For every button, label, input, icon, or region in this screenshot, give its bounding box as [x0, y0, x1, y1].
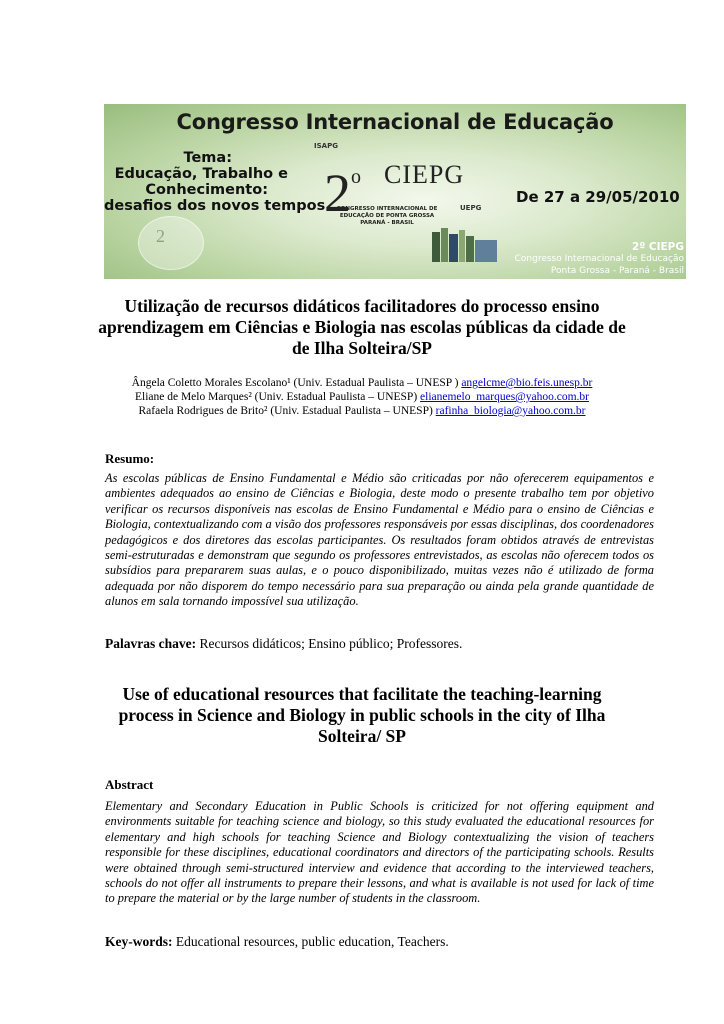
- logo-number: 2$^o$: [324, 163, 361, 223]
- author-email-link[interactable]: angelcme@bio.feis.unesp.br: [461, 377, 593, 389]
- keywords-values: Recursos didáticos; Ensino público; Professores.: [196, 636, 463, 651]
- theme-line: Educação, Trabalho e: [114, 166, 288, 182]
- logo-acronym: CIEPG: [384, 160, 465, 189]
- author-line: Eliane de Melo Marques² (Univ. Estadual Paulista – UNESP) elianemelo_marques@yahoo.com.br: [134, 391, 590, 403]
- abstract-body: Elementary and Secondary Education in Public Schools is criticized for not offering equipment and environments suitable for teaching science and biology, so this study evaluated the educational resources for elementary and high schools for teaching Science and Biology contextualizing the vision of teachers responsible for these disciplines, educational coordinators and directors of the participating schools. Results were obtained through semi-structured interview and evidence that according to the interviewed teachers, schools do not offer all instruments to prepare their lessons, and what is available is not used for lack of time to prepare the material or by the large number of students in the classroom.: [105, 799, 654, 906]
- event-date: De 27 a 29/05/2010: [516, 188, 680, 206]
- logo-subtitle: CONGRESSO INTERNACIONAL DE EDUCAÇÃO DE PONTA GROSSA PARANÁ - BRASIL: [336, 206, 438, 226]
- author-line: Rafaela Rodrigues de Brito² (Univ. Estadual Paulista – UNESP) rafinha_biologia@yahoo.com.br: [138, 405, 586, 417]
- corner-line: Congresso Internacional de Educação: [514, 254, 684, 264]
- author-line: Ângela Coletto Morales Escolano¹ (Univ. Estadual Paulista – UNESP ) angelcme@bio.feis.unesp.br: [131, 377, 593, 389]
- keywords-pt: [105, 636, 654, 652]
- author-email-link[interactable]: elianemelo_marques@yahoo.com.br: [420, 391, 590, 403]
- keywords-label: Key-words:: [105, 934, 173, 949]
- theme-line: Conhecimento:: [145, 182, 268, 198]
- corner-line: 2º CIEPG: [632, 241, 684, 253]
- theme-line: Tema:: [183, 150, 232, 166]
- abstract-heading: Abstract: [105, 777, 154, 792]
- congress-banner: [104, 104, 686, 279]
- resumo-body: As escolas públicas de Ensino Fundamental e Médio são criticadas por não oferecerem equipamentos e ambientes adequados ao ensino de Ciências e Biologia, deste modo o presente trabalho tem por objetivo verificar os recursos disponíveis nas escolas de Ensino Fundamental e Médio para o ensino de Ciências e Biologia, contextualizando com a visão dos professores responsáveis por essas disciplinas, dos coordenadores pedagógicos e dos diretores das escolas participantes. Os resultados foram obtidos através de entrevistas semi-estruturadas e demonstram que segundo os professores entrevistados, as escolas não oferecem todos os subsídios para prepararem suas aulas, e o pouco disponibilizado, muitas vezes não é utilizado de forma adequada por não disporem do tempo necessário para sua preparação ou ainda pela grande quantidade de alunos em sala tornando impossível sua utilização.: [105, 471, 654, 609]
- resumo-heading: Resumo:: [105, 451, 155, 466]
- banner-corner-info: [515, 241, 684, 277]
- watermark-text: 2: [156, 226, 165, 246]
- banner-theme: [104, 150, 326, 214]
- paper-title-en: Use of educational resources that facilitate the teaching-learning process in Science and Biology in public schools in the city of Ilha Solteira/ SP: [118, 684, 606, 746]
- author-email-link[interactable]: rafinha_biologia@yahoo.com.br: [435, 405, 586, 417]
- theme-line: desafios dos novos tempos: [104, 198, 326, 214]
- paper-title-pt: Utilização de recursos didáticos facilitadores do processo ensino aprendizagem em Ciências e Biologia nas escolas públicas da cidade de de Ilha Solteira/SP: [98, 296, 626, 358]
- keywords-values: Educational resources, public education, Teachers.: [172, 934, 449, 949]
- books-icon: [430, 224, 502, 264]
- ciepg-logo: [310, 140, 482, 270]
- keywords-en: [105, 934, 654, 950]
- banner-title: Congresso Internacional de Educação: [176, 110, 614, 134]
- corner-line: Ponta Grossa - Paraná - Brasil: [550, 266, 684, 276]
- uepg-label: UEPG: [460, 204, 482, 212]
- keywords-label: Palavras chave:: [105, 636, 197, 651]
- author-list: [96, 376, 628, 418]
- isapg-label: ISAPG: [314, 142, 338, 150]
- watermark-logo: [138, 216, 204, 270]
